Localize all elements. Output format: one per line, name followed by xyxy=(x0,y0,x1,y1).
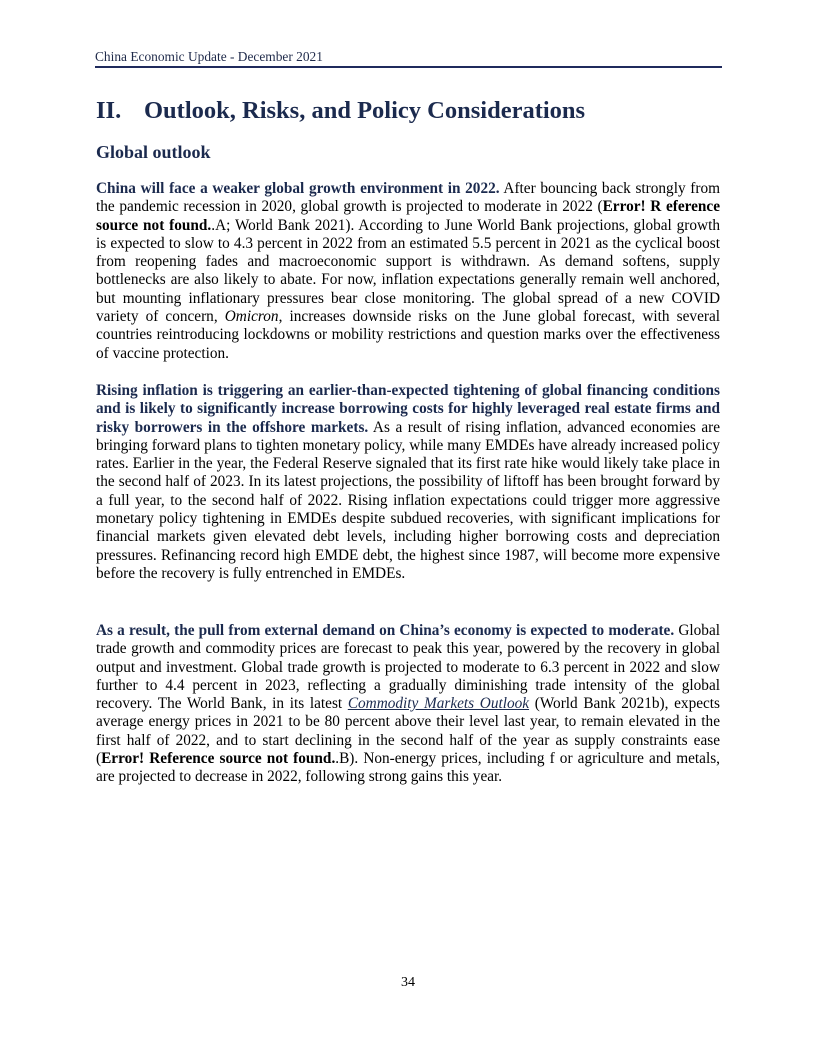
reference-error: Error! Reference source not found. xyxy=(101,750,336,768)
commodity-markets-outlook-link[interactable]: Commodity Markets Outlook xyxy=(347,695,530,713)
subsection-heading: Global outlook xyxy=(96,142,211,162)
paragraph-lead: China will face a weaker global growth environment in 2022. xyxy=(96,180,500,197)
running-header: China Economic Update - December 2021 xyxy=(95,49,722,68)
paragraph-text: .B). Non-energy prices, including f or agriculture and metals, are projected to decrease in 2022, following strong gains this year. xyxy=(96,750,720,786)
paragraph-text: (World Bank 2021b), expects average energy prices in 2021 to be 80 percent above their level last year, to remain elevated in the first half of 2022, and to start declining in the second half of the year as supply constraints ease ( xyxy=(96,695,720,768)
paragraph-text: As a result of rising inflation, advanced economies are bringing forward plans to tighten monetary policy, while many EMDEs have already increased policy rates. Earlier in the year, the Federal Reserve signaled that its first rate hike would likely take place in the second half of 2023. In its latest projections, the possibility of liftoff has been brought forward by a full year, to the second half of 2022. Rising inflation expectations could trigger more aggressive monetary policy tightening in EMDEs despite subdued recoveries, with significant implications for financial markets given elevated debt levels, including higher borrowing costs and depreciation pressures. Refinancing record high EMDE debt, the highest since 1987, will become more expensive before the recovery is fully entrenched in EMDEs. xyxy=(96,418,720,582)
paragraph-global-growth xyxy=(96,180,720,363)
reference-error: Error! R eference source not found. xyxy=(96,198,721,234)
variant-name: Omicron xyxy=(224,308,279,326)
paragraph-text: , increases downside risks on the June global forecast, with several countries reintroducing lockdowns or mobility restrictions and question marks over the effectiveness of vaccine protection. xyxy=(96,308,720,362)
paragraph-text: .A; World Bank 2021). According to June World Bank projections, global growth is expected to slow to 4.3 percent in 2022 from an estimated 5.5 percent in 2021 as the cyclical boost from reopening fades and macroeconomic support is withdrawn. As demand softens, supply bottlenecks are also likely to abate. For now, inflation expectations generally remain well anchored, but mounting inflationary pressures bear close monitoring. The global spread of a new COVID variety of concern, xyxy=(96,216,720,326)
paragraph-lead: Rising inflation is triggering an earlier-than-expected tightening of global financing conditions and is likely to significantly increase borrowing costs for highly leveraged real estate firms and risky borrowers in the offshore markets. xyxy=(96,382,720,436)
paragraph-rising-inflation xyxy=(96,382,720,583)
paragraph-text: Global trade growth and commodity prices are forecast to peak this year, powered by the recovery in global output and investment. Global trade growth is projected to moderate to 6.3 percent in 2022 and slow further to 4.4 percent in 2023, reflecting a gradually diminishing trade intensity of the global recovery. The World Bank, in its latest xyxy=(96,622,720,713)
section-title: Outlook, Risks, and Policy Considerations xyxy=(144,97,586,124)
paragraph-text: After bouncing back strongly from the pandemic recession in 2020, global growth is projected to moderate in 2022 ( xyxy=(96,180,721,216)
section-heading xyxy=(96,96,736,126)
page-number: 34 xyxy=(401,975,415,990)
paragraph-external-demand xyxy=(96,622,720,787)
paragraph-lead: As a result, the pull from external demand on China’s economy is expected to moderate. xyxy=(96,622,675,639)
section-number: II. xyxy=(96,97,122,124)
